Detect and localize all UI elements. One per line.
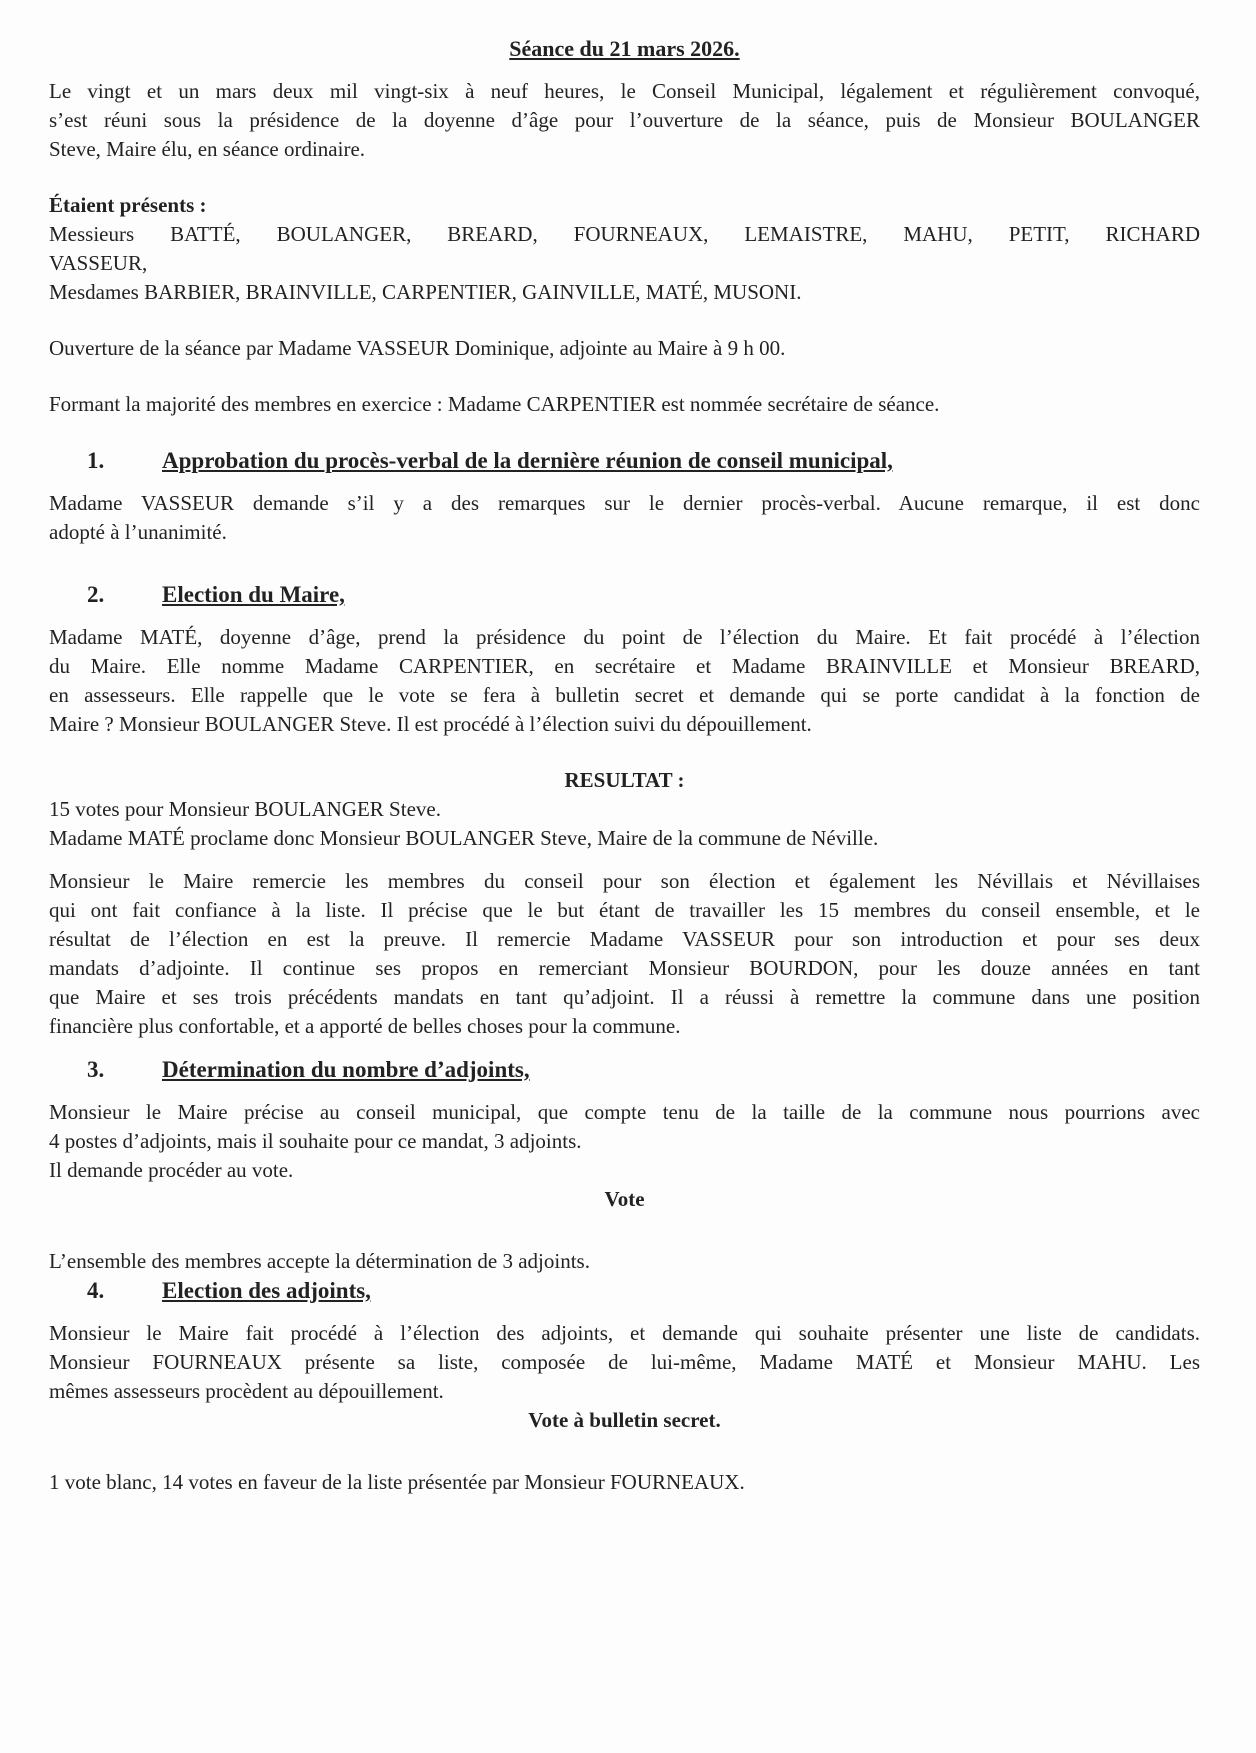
vote-label: Vote — [604, 1187, 645, 1211]
section-title: Détermination du nombre d’adjoints, — [162, 1057, 530, 1082]
section-number: 4. — [87, 1278, 105, 1303]
vote-conclusion: 1 vote blanc, 14 votes en faveur de la liste présentée par Monsieur FOURNEAUX. — [49, 1470, 745, 1494]
body-line: qui ont fait confiance à la liste. Il précise que le but étant de travailler les 15 membres du conseil ensemble, et le — [49, 898, 1200, 922]
body-line: du Maire. Elle nomme Madame CARPENTIER, en secrétaire et Madame BRAINVILLE et Monsieur BREARD, — [49, 654, 1200, 678]
session-title: Séance du 21 mars 2026. — [509, 36, 740, 61]
intro-line: s’est réuni sous la présidence de la doyenne d’âge pour l’ouverture de la séance, puis de Monsieur BOULANGER — [49, 108, 1200, 132]
section-title: Approbation du procès-verbal de la dernière réunion de conseil municipal, — [162, 448, 893, 473]
section-heading — [49, 580, 1200, 609]
quorum-statement: Formant la majorité des membres en exercice : Madame CARPENTIER est nommée secrétaire de séance. — [49, 392, 940, 416]
result-label: RESULTAT : — [564, 768, 685, 792]
body-line: que Maire et ses trois précédents mandats en tant qu’adjoint. Il a réussi à remettre la commune dans une position — [49, 985, 1200, 1009]
body-line: Monsieur le Maire fait procédé à l’élection des adjoints, et demande qui souhaite présenter une liste de candidats. — [49, 1321, 1200, 1345]
section-heading — [49, 1055, 1200, 1084]
section-body — [49, 1319, 1200, 1406]
section-heading — [49, 446, 1200, 475]
body-line: Monsieur le Maire remercie les membres du conseil pour son élection et également les Névillais et Névillaises — [49, 869, 1200, 893]
attendance-label: Étaient présents : — [49, 193, 207, 217]
section-title: Election du Maire, — [162, 582, 345, 607]
body-line: mêmes assesseurs procèdent au dépouillement. — [49, 1379, 444, 1403]
body-line: résultat de l’élection en est la preuve. Il remercie Madame VASSEUR pour son introduction et pour ses deux — [49, 927, 1200, 951]
section-number: 2. — [87, 582, 105, 607]
section-body — [49, 1098, 1200, 1185]
result-block — [49, 795, 1200, 853]
body-line: Monsieur le Maire précise au conseil municipal, que compte tenu de la taille de la commune nous pourrions avec — [49, 1100, 1200, 1124]
result-line: 15 votes pour Monsieur BOULANGER Steve. — [49, 797, 441, 821]
intro-paragraph — [49, 77, 1200, 164]
thanks-paragraph — [49, 867, 1200, 1041]
section-number: 1. — [87, 448, 105, 473]
attendance-men-line: VASSEUR, — [49, 251, 148, 275]
body-line: Maire ? Monsieur BOULANGER Steve. Il est procédé à l’élection suivi du dépouillement. — [49, 712, 812, 736]
result-line: Madame MATÉ proclame donc Monsieur BOULANGER Steve, Maire de la commune de Néville. — [49, 826, 879, 850]
body-line: en assesseurs. Elle rappelle que le vote se fera à bulletin secret et demande qui se porte candidat à la fonction de — [49, 683, 1200, 707]
attendance-block — [49, 191, 1200, 307]
vote-conclusion: L’ensemble des membres accepte la détermination de 3 adjoints. — [49, 1249, 590, 1273]
body-line: financière plus confortable, et a apporté de belles choses pour la commune. — [49, 1014, 681, 1038]
intro-line: Le vingt et un mars deux mil vingt-six à neuf heures, le Conseil Municipal, légalement et régulièrement convoqué, — [49, 79, 1200, 103]
section-title: Election des adjoints, — [162, 1278, 371, 1303]
body-line: mandats d’adjointe. Il continue ses propos en remerciant Monsieur BOURDON, pour les douze années en tant — [49, 956, 1200, 980]
body-line: Madame VASSEUR demande s’il y a des remarques sur le dernier procès-verbal. Aucune remarque, il est donc — [49, 491, 1200, 515]
attendance-women-line: Mesdames BARBIER, BRAINVILLE, CARPENTIER, GAINVILLE, MATÉ, MUSONI. — [49, 280, 802, 304]
intro-line: Steve, Maire élu, en séance ordinaire. — [49, 137, 366, 161]
opening-statement: Ouverture de la séance par Madame VASSEUR Dominique, adjointe au Maire à 9 h 00. — [49, 336, 786, 360]
body-line: 4 postes d’adjoints, mais il souhaite pour ce mandat, 3 adjoints. — [49, 1129, 582, 1153]
vote-label: Vote à bulletin secret. — [528, 1408, 721, 1432]
body-line: Il demande procéder au vote. — [49, 1158, 294, 1182]
attendance-men-line: Messieurs BATTÉ, BOULANGER, BREARD, FOURNEAUX, LEMAISTRE, MAHU, PETIT, RICHARD — [49, 222, 1200, 246]
section-body — [49, 489, 1200, 547]
body-line: adopté à l’unanimité. — [49, 520, 227, 544]
body-line: Monsieur FOURNEAUX présente sa liste, composée de lui-même, Madame MATÉ et Monsieur MAHU. Les — [49, 1350, 1200, 1374]
section-body — [49, 623, 1200, 739]
section-heading — [49, 1276, 1200, 1305]
section-number: 3. — [87, 1057, 105, 1082]
body-line: Madame MATÉ, doyenne d’âge, prend la présidence du point de l’élection du Maire. Et fait procédé à l’élection — [49, 625, 1200, 649]
